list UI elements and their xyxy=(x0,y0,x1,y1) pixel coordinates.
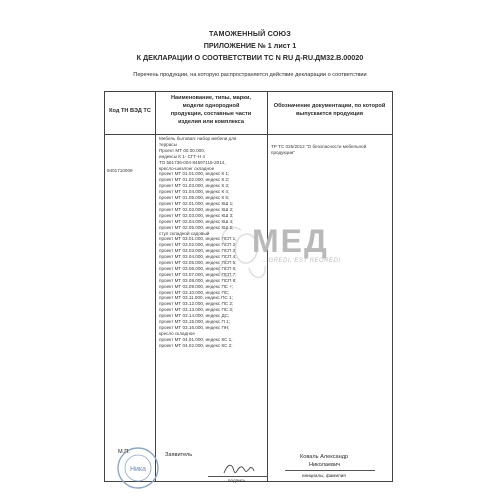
product-line: проект МТ 02.04.000, индекс КШ 4; xyxy=(159,218,234,224)
product-line: проект МТ 01.05.000, индекс К 5; xyxy=(159,195,230,201)
product-line: террасы xyxy=(159,141,177,147)
product-line: проект МТ 04.02.000, индекс КС 2; xyxy=(159,342,233,348)
product-line: проект МТ 03.15.000, индекс П 1; xyxy=(159,319,230,325)
product-line: проект МТ 01.02.000, индекс К 2; xyxy=(159,177,230,183)
product-line: ТО 561736-004-84597115-2014, xyxy=(159,159,226,165)
product-line: кресло складное xyxy=(159,330,195,336)
intro-text: Перечень продукции, на которую распространяется действие декларации о соответствии xyxy=(133,72,367,78)
product-line: проект МТ 03.08.000, индекс ПСП 8; xyxy=(159,277,237,283)
product-line: проект МТ 03.04.000, индекс ПСП 4; xyxy=(159,254,237,260)
header-customs-union: ТАМОЖЕННЫЙ СОЮЗ xyxy=(209,29,291,38)
documentation-cell: ТР ТС 025/2012 "О безопасности мебельной продукции" xyxy=(271,144,367,155)
product-line: проект МТ 03.03.000, индекс ПСП 3; xyxy=(159,248,237,254)
header-annex: ПРИЛОЖЕНИЕ № 1 лист 1 xyxy=(203,41,297,50)
hs-code-cell: 9401710009 xyxy=(107,168,133,173)
product-line: проект МТ 03.13.000, индекс ПС 3; xyxy=(159,307,234,313)
product-line: проект МТ 03.06.000, индекс ПСП 6; xyxy=(159,265,237,271)
product-table xyxy=(104,91,393,482)
column-header-name: Наименование, типы, марки, модели однородной продукции, составные части изделия или комплекса xyxy=(170,95,252,125)
header-row-divider xyxy=(105,134,392,135)
product-line: проект МТ 02.03.000, индекс КШ 3; xyxy=(159,212,234,218)
product-line: проект МТ 03.16.000, индекс ПН; xyxy=(159,325,230,330)
product-line: кресло-шезлонг складное xyxy=(159,165,215,171)
product-line: стул складной садовый xyxy=(159,230,210,236)
signature-caption: подпись xyxy=(228,478,246,483)
product-line: проект МТ 01.03.000, индекс К 3; xyxy=(159,183,230,189)
product-line: проект МТ 03.05.000, индекс ПСП 5; xyxy=(159,260,237,266)
column-divider xyxy=(155,92,156,481)
watermark-tagline: ...GREDI, EST REGREDI xyxy=(262,258,341,264)
product-line: Проект МТ 00.00.000, xyxy=(159,147,206,153)
product-line: проект МТ 03.01.000, индекс ПСП 1; xyxy=(159,236,237,242)
product-line: проект МТ 02.02.000, индекс КШ 2; xyxy=(159,206,234,212)
product-line: Мебель бытовая: набор мебели для xyxy=(159,136,237,141)
name-caption: инициалы, фамилия xyxy=(302,473,346,478)
product-line: проект МТ 02.01.000, индекс КШ 1; xyxy=(159,200,234,206)
product-line: проект МТ 03.11.000, индекс ПС 1; xyxy=(159,295,233,301)
signatory-name-line1: Коваль Александр xyxy=(300,454,349,460)
column-header-code: Код ТН ВЭД ТС xyxy=(109,108,151,114)
product-line: проект МТ 03.10.000, индекс ПС; xyxy=(159,289,230,295)
product-line: проект МТ 03.09.000, индекс ПС +; xyxy=(159,283,234,289)
signatory-name-line2: Николаевич xyxy=(309,462,341,468)
product-line: проект МТ 03.12.000, индекс ПС 2; xyxy=(159,301,234,307)
product-line: проект МТ 01.01.000, индекс К 1; xyxy=(159,171,230,177)
product-line: проект МТ 03.02.000, индекс ПСП 2; xyxy=(159,242,237,248)
header-declaration-number: К ДЕКЛАРАЦИИ О СООТВЕТСТВИИ ТС N RU Д-RU.ДМ32.В.00020 xyxy=(136,53,364,62)
name-line xyxy=(285,470,375,471)
product-line: проект МТ 01.04.000, индекс К 4; xyxy=(159,189,230,195)
product-line: проект МТ 04.01.000, индекс КС 1; xyxy=(159,336,233,342)
product-line: проект МТ 03.07.000, индекс ПСП 7; xyxy=(159,271,237,277)
svg-text:Ника: Ника xyxy=(129,466,147,473)
declarant-label: Заявитель xyxy=(165,452,193,458)
watermark-brand: МЕД xyxy=(252,223,329,259)
product-line: индексы К 1- СГТ-Н 4 xyxy=(159,153,205,159)
handwritten-signature-icon xyxy=(222,459,256,479)
product-line: проект МТ 03.14.000, индекс ДС; xyxy=(159,313,230,319)
column-header-documentation: Обозначение документации, по которой выпускается продукция xyxy=(273,103,386,117)
seal-label: М.П. xyxy=(118,449,130,455)
product-line: проект МТ 02.05.000, индекс КШ 5; xyxy=(159,224,234,230)
column-divider xyxy=(267,92,268,481)
